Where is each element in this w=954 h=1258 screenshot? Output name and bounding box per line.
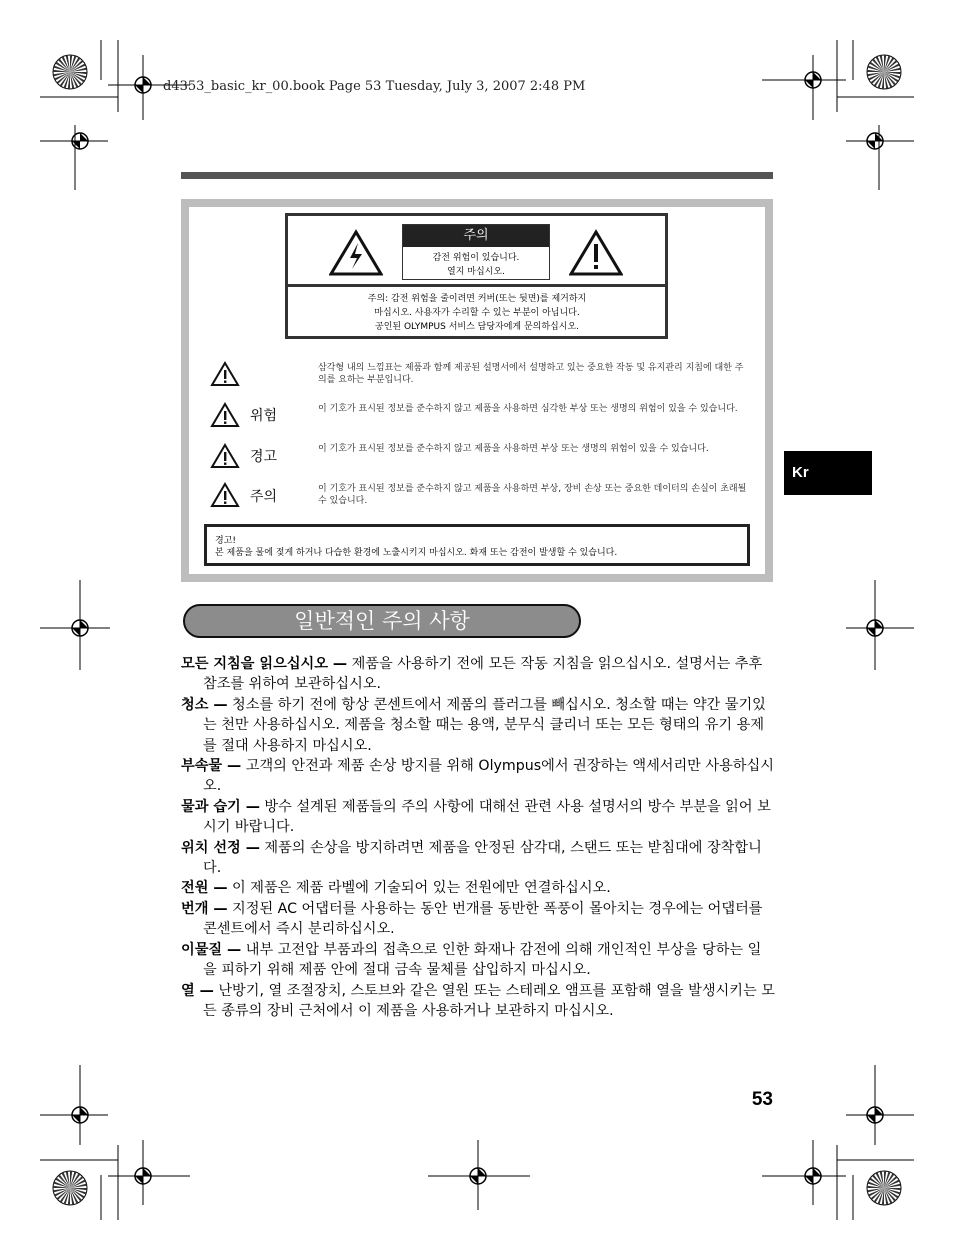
water-warning-title: 경고! xyxy=(215,536,236,546)
caution-label-title: 주의 xyxy=(403,225,549,247)
symbol-word-danger: 위험 xyxy=(250,408,278,424)
book-file-info: d4353_basic_kr_00.book Page 53 Tuesday, July 3, 2007 2:48 PM xyxy=(163,79,586,94)
precaution-power: 전원 — 이 제품은 제품 라벨에 기술되어 있는 전원에만 연결하십시오. xyxy=(181,880,611,897)
exclamation-warning-icon xyxy=(569,229,623,277)
precautions-body xyxy=(181,654,775,1021)
section-title: 일반적인 주의 사항 xyxy=(294,609,470,633)
precaution-location: 위치 선정 — 제품의 손상을 방지하려면 제품을 안정된 삼각대, 스탠드 또는 받침대에 장착합니다. xyxy=(181,839,762,877)
symbol-word-caution: 주의 xyxy=(250,489,278,505)
precaution-heat: 열 — 난방기, 열 조절장치, 스토브와 같은 열원 또는 스테레오 앰프를 포함해 열을 발생시키는 모든 종류의 장비 근처에서 이 제품을 사용하거나 보관하지 마십시오. xyxy=(181,982,775,1019)
symbol-description-warning: 이 기호가 표시된 정보를 준수하지 않고 제품을 사용하면 부상 또는 생명의 위험이 있을 수 있습니다. xyxy=(318,444,709,454)
warning-triangle-icon xyxy=(210,443,240,469)
precaution-water-moisture: 물과 습기 — 방수 설계된 제품들의 주의 사항에 대해선 관련 사용 설명서의 방수 부분을 읽어 보시기 바랍니다. xyxy=(181,798,771,836)
caution-note-line1: 주의: 감전 위험을 줄이려면 커버(또는 뒷면)를 제거하지 xyxy=(367,294,587,304)
top-rule xyxy=(181,172,773,179)
danger-triangle-icon xyxy=(210,402,240,428)
symbol-description-general: 삼각형 내의 느낌표는 제품과 함께 제공된 설명서에서 설명하고 있는 중요한 작동 및 유지관리 지침에 대한 주의를 요하는 부분입니다. xyxy=(318,363,744,385)
precaution-lightning: 번개 — 지정된 AC 어댑터를 사용하는 동안 번개를 동반한 폭풍이 몰아치는 경우에는 어댑터를 콘센트에서 즉시 분리하십시오. xyxy=(181,900,763,938)
precaution-read-instructions: 모든 지침을 읽으십시오 — 제품을 사용하기 전에 모든 작동 지침을 읽으십시오. 설명서는 추후 참조를 위하여 보관하십시오. xyxy=(181,656,763,693)
water-warning-text: 본 제품을 물에 젖게 하거나 다습한 환경에 노출시키지 마십시오. 화재 또는 감전이 발생할 수 있습니다. xyxy=(215,548,618,558)
symbol-word-warning: 경고 xyxy=(250,449,278,465)
caution-label-line1: 감전 위험이 있습니다. xyxy=(432,253,520,263)
caution-note-line2: 마십시오. 사용자가 수리할 수 있는 부분이 아닙니다. xyxy=(374,308,580,318)
symbol-description-danger: 이 기호가 표시된 정보를 준수하지 않고 제품을 사용하면 심각한 부상 또는 생명의 위험이 있을 수 있습니다. xyxy=(318,404,738,414)
lightning-warning-icon xyxy=(329,229,383,277)
caution-note-line3: 공인된 OLYMPUS 서비스 담당자에게 문의하십시오. xyxy=(375,322,579,332)
precaution-cleaning: 청소 — 청소를 하기 전에 항상 콘센트에서 제품의 플러그를 빼십시오. 청소할 때는 약간 물기있는 천만 사용하십시오. 제품을 청소할 때는 용액, 분무식 클리너 또는 모든 형태의 유기 용제를 절대 사용하지 마십시오. xyxy=(181,696,766,754)
caution-label-divider xyxy=(288,284,665,287)
caution-triangle-icon xyxy=(210,482,240,508)
precaution-foreign-objects: 이물질 — 내부 고전압 부품과의 접촉으로 인한 화재나 감전에 의해 개인적인 부상을 당하는 일을 피하기 위해 제품 안에 절대 금속 물체를 삽입하지 마십시오. xyxy=(181,941,762,979)
page-number: 53 xyxy=(751,1089,773,1110)
language-tab-kr: Kr xyxy=(784,451,872,495)
precaution-attachments: 부속물 — 고객의 안전과 제품 손상 방지를 위해 Olympus에서 권장하는 액세서리만 사용하십시오. xyxy=(181,758,774,795)
exclamation-triangle-icon xyxy=(210,361,240,387)
caution-label-line2: 열지 마십시오. xyxy=(447,267,505,277)
symbol-description-caution: 이 기호가 표시된 정보를 준수하지 않고 제품을 사용하면 부상, 장비 손상 또는 중요한 데이터의 손실이 초래될 수 있습니다. xyxy=(318,484,747,506)
